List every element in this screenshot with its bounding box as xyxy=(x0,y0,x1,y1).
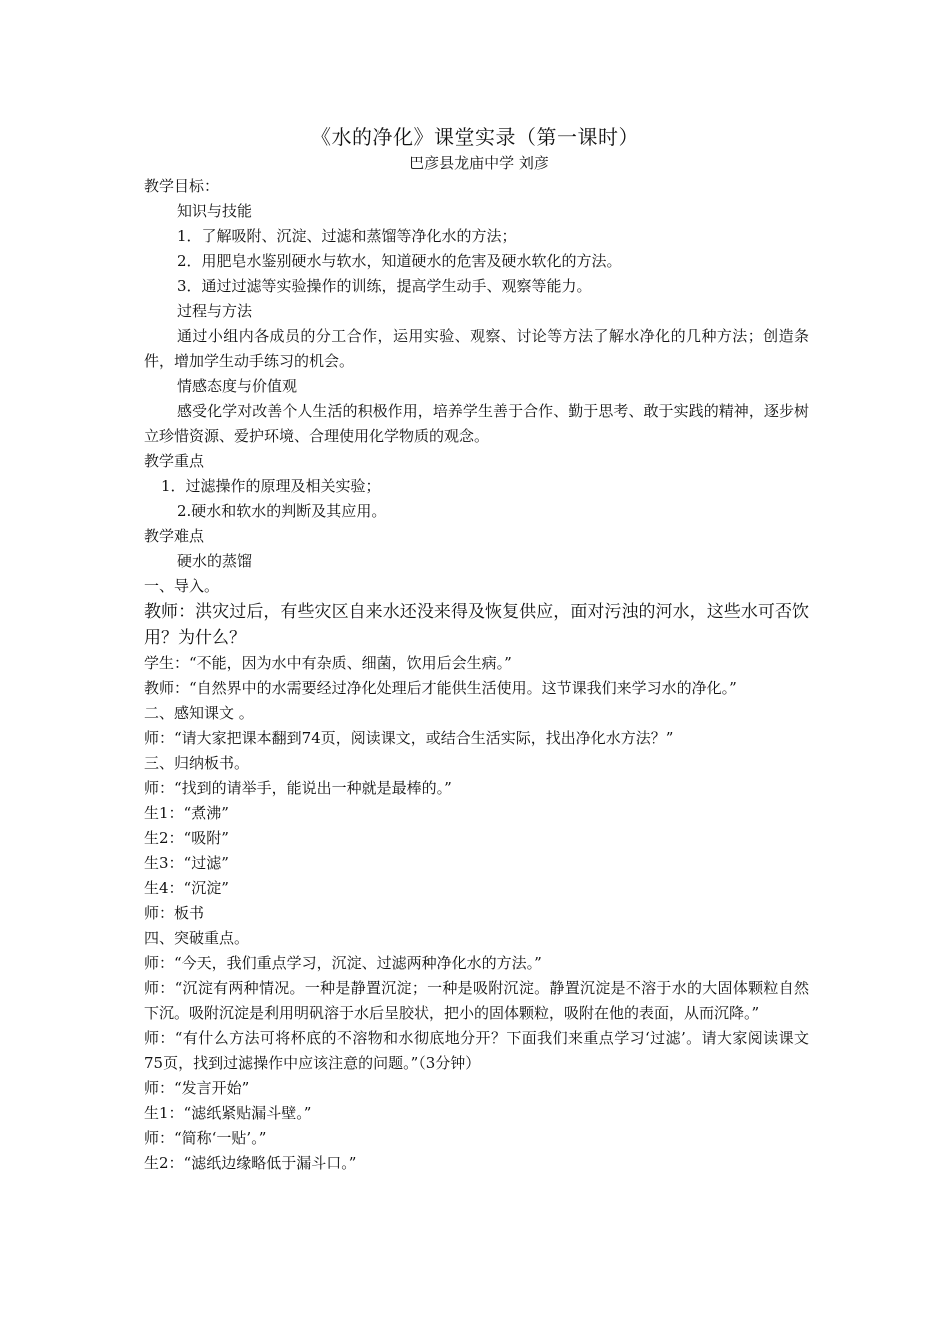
teacher-line: 师：“发言开始” xyxy=(144,1079,250,1097)
emotion-heading: 情感态度与价值观 xyxy=(177,377,298,395)
key-item: 1．过滤操作的原理及相关实验； xyxy=(161,477,381,495)
knowledge-heading: 知识与技能 xyxy=(177,202,253,220)
section-heading: 三、归纳板书。 xyxy=(144,754,250,772)
difficulty-heading: 教学难点 xyxy=(144,527,205,545)
document-title: 《水的净化》课堂实录（第一课时） xyxy=(311,125,639,149)
student-line: 生4：“沉淀” xyxy=(144,879,229,897)
document-author: 巴彦县龙庙中学 刘彦 xyxy=(409,154,549,172)
student-line: 生2：“吸附” xyxy=(144,829,229,847)
student-line: 生1：“滤纸紧贴漏斗壁。” xyxy=(144,1104,312,1122)
teacher-line: 师：“请大家把课本翻到74页，阅读课文，或结合生活实际，找出净化水方法？” xyxy=(144,729,674,747)
teacher-line: 师：“简称‘一贴’。” xyxy=(144,1129,267,1147)
teacher-line: 师：“找到的请举手，能说出一种就是最棒的。” xyxy=(144,779,452,797)
objectives-heading: 教学目标： xyxy=(144,177,220,195)
section-heading: 一、导入。 xyxy=(144,577,220,595)
teacher-line: 师：“今天，我们重点学习，沉淀、过滤两种净化水的方法。” xyxy=(144,954,542,972)
teacher-question: 教师：洪灾过后，有些灾区自来水还没来得及恢复供应，面对污浊的河水，这些水可否饮用？为什么？ xyxy=(144,602,809,648)
teacher-line: 师：“沉淀有两种情况。一种是静置沉淀；一种是吸附沉淀。静置沉淀是不溶于水的大固体颗粒自然下沉。吸附沉淀是利用明矾溶于水后呈胶状，把小的固体颗粒，吸附在他的表面，从而沉降。” xyxy=(144,979,809,1022)
teacher-line: 教师：“自然界中的水需要经过净化处理后才能供生活使用。这节课我们来学习水的净化。” xyxy=(144,679,737,697)
difficulty-text: 硬水的蒸馏 xyxy=(177,552,253,570)
process-heading: 过程与方法 xyxy=(177,302,253,320)
teacher-line: 师：“有什么方法可将杯底的不溶物和水彻底地分开？下面我们来重点学习‘过滤’。请大家阅读课文75页，找到过滤操作中应该注意的问题。”（3分钟） xyxy=(144,1029,809,1072)
student-line: 生2：“滤纸边缘略低于漏斗口。” xyxy=(144,1154,357,1172)
knowledge-item: 1．了解吸附、沉淀、过滤和蒸馏等净化水的方法； xyxy=(177,227,517,245)
student-line: 生1：“煮沸” xyxy=(144,804,229,822)
teacher-line: 师：板书 xyxy=(144,904,205,922)
emotion-text: 感受化学对改善个人生活的积极作用，培养学生善于合作、勤于思考、敢于实践的精神，逐步树立珍惜资源、爱护环境、合理使用化学物质的观念。 xyxy=(144,402,809,445)
student-answer: 学生：“不能，因为水中有杂质、细菌，饮用后会生病。” xyxy=(144,654,512,672)
knowledge-item: 3．通过过滤等实验操作的训练，提高学生动手、观察等能力。 xyxy=(177,277,592,295)
process-text: 通过小组内各成员的分工合作，运用实验、观察、讨论等方法了解水净化的几种方法；创造条件，增加学生动手练习的机会。 xyxy=(144,327,809,370)
document-body xyxy=(144,174,809,1176)
key-heading: 教学重点 xyxy=(144,452,205,470)
student-line: 生3：“过滤” xyxy=(144,854,229,872)
key-item: 2.硬水和软水的判断及其应用。 xyxy=(177,502,387,520)
section-heading: 四、突破重点。 xyxy=(144,929,250,947)
section-heading: 二、感知课文 。 xyxy=(144,704,254,722)
knowledge-item: 2．用肥皂水鉴别硬水与软水，知道硬水的危害及硬水软化的方法。 xyxy=(177,252,622,270)
